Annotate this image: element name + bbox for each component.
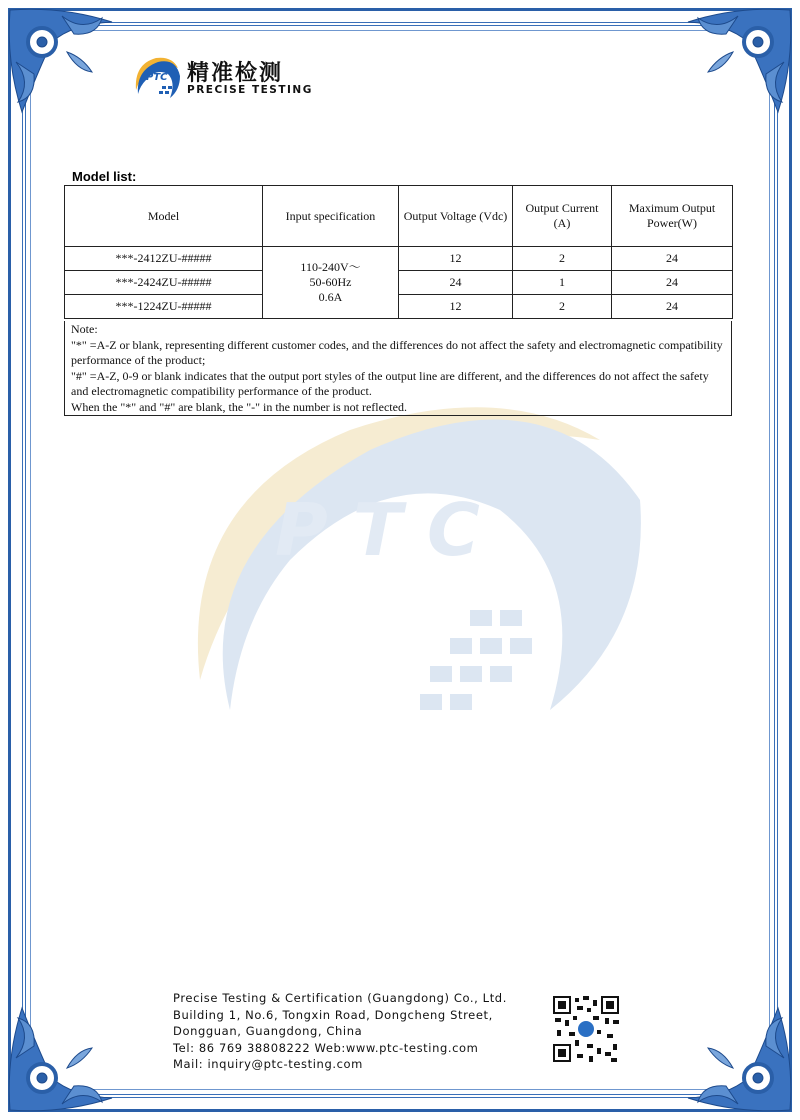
table-row bbox=[65, 247, 733, 271]
cell-voltage: 24 bbox=[399, 271, 513, 295]
note-asterisk: "*" =A-Z or blank, representing different customer codes, and the differences do not affect the safety and electromagnetic compatibility performance of the product; bbox=[71, 337, 723, 367]
corner-ornament-bottom-right bbox=[668, 988, 798, 1118]
cell-current: 1 bbox=[513, 271, 612, 295]
corner-ornament-bottom-left bbox=[2, 988, 132, 1118]
notes-box bbox=[64, 321, 732, 416]
svg-text:P T C: P T C bbox=[275, 488, 480, 572]
cell-power: 24 bbox=[612, 271, 733, 295]
logo-english-name: PRECISE TESTING bbox=[187, 84, 313, 96]
table-row bbox=[65, 271, 733, 295]
cell-model: ***-2424ZU-##### bbox=[65, 271, 263, 295]
note-heading: Note: bbox=[71, 322, 98, 336]
cell-voltage: 12 bbox=[399, 247, 513, 271]
corner-ornament-top-left bbox=[2, 2, 132, 132]
cell-current: 2 bbox=[513, 247, 612, 271]
footer-address-2: Dongguan, Guangdong, China bbox=[173, 1024, 363, 1038]
cell-power: 24 bbox=[612, 295, 733, 319]
ptc-logo-icon bbox=[132, 54, 182, 100]
footer-tel-web: Tel: 86 769 38808222 Web:www.ptc-testing.com bbox=[173, 1040, 479, 1055]
column-header-current: Output Current (A) bbox=[513, 186, 612, 247]
input-spec-current: 0.6A bbox=[318, 290, 343, 304]
cell-power: 24 bbox=[612, 247, 733, 271]
cell-model: ***-2412ZU-##### bbox=[65, 247, 263, 271]
column-header-voltage: Output Voltage (Vdc) bbox=[399, 186, 513, 247]
input-spec-frequency: 50-60Hz bbox=[309, 275, 352, 289]
corner-ornament-top-right bbox=[668, 2, 798, 132]
logo-chinese-name: 精准检测 bbox=[187, 61, 284, 86]
cell-current: 2 bbox=[513, 295, 612, 319]
note-hash: "#" =A-Z, 0-9 or blank indicates that the output port styles of the output line are different, and the differences do not affect the safety and electromagnetic compatibility performance of the product. bbox=[71, 368, 709, 398]
column-header-input: Input specification bbox=[263, 186, 399, 247]
qr-code-icon bbox=[553, 996, 619, 1062]
table-header-row bbox=[65, 186, 733, 247]
footer-company: Precise Testing & Certification (Guangdong) Co., Ltd. bbox=[173, 991, 507, 1005]
footer-contact bbox=[173, 990, 507, 1073]
model-list-title: Model list: bbox=[72, 169, 137, 184]
column-header-model: Model bbox=[65, 186, 263, 247]
cell-model: ***-1224ZU-##### bbox=[65, 295, 263, 319]
footer-address-1: Building 1, No.6, Tongxin Road, Dongcheng Street, bbox=[173, 1007, 493, 1022]
column-header-power: Maximum Output Power(W) bbox=[612, 186, 733, 247]
input-spec-voltage: 110-240V～ bbox=[300, 260, 361, 274]
logo-mark-text: PTC bbox=[146, 72, 168, 83]
footer-mail: Mail: inquiry@ptc-testing.com bbox=[173, 1057, 363, 1071]
model-table bbox=[64, 185, 733, 319]
table-row bbox=[65, 295, 733, 319]
ptc-watermark-logo bbox=[170, 380, 670, 760]
note-blank: When the "*" and "#" are blank, the "-" in the number is not reflected. bbox=[71, 399, 407, 414]
cell-input-spec bbox=[263, 247, 399, 319]
company-logo bbox=[132, 54, 322, 100]
cell-voltage: 12 bbox=[399, 295, 513, 319]
